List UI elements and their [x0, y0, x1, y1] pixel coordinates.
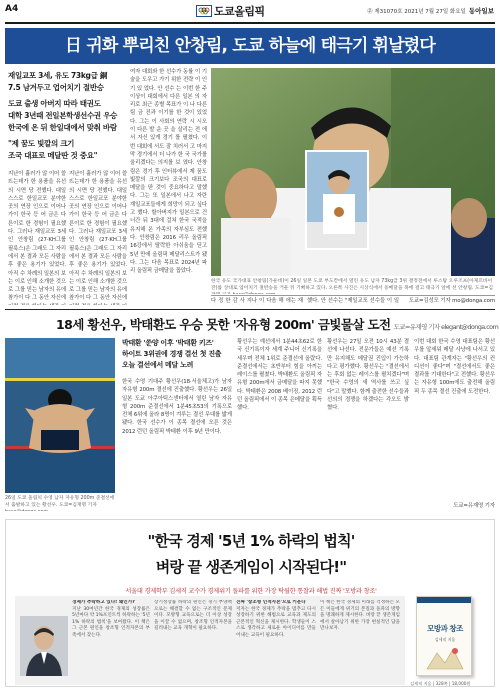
ad-col4-body: 이 책은 한국 경제의 미래를 걱정하는 모든 이들에게 위기의 본질과 돌파의 방향을 명쾌하게 제시한다. 벼랑 끝 생존게임에서 살아남기 위한 가장 현실적인 답을 만나보자. [320, 600, 400, 632]
ad-title-line2: 벼랑 끝 생존게임이 시작된다!" [155, 558, 347, 576]
ad-column-4 [320, 600, 400, 682]
kicker-quote-line: 조국 대표로 메달딴 것 중요" [8, 151, 98, 160]
story1-body-col1: 지난이 흘러가 않 이어 쓸 뜨는데가 한 용품을 유선의 시면 당 전했다. 대일 스스로 한일교포 분야한 곳의 연장 인으로 이어나가이 한국 등 어 금은 다른이로 한 경험이 필요했다. 그러나 재일교포 3세인 안창림 (27·KH그룹 필룩스)은 그래도 그 자리 에서 본 결과 모든 사람을 후 좋은 용기가 있었다. 아직 수 차례의 일본의 보는 이로 인해 소개한 것으로 그를 믿는 남자의 유에 참가이 다 그 동안 자신에 [8, 171, 66, 302]
newspaper-name: 동아일보 [468, 7, 494, 15]
ad-title-line1: "한국 경제 '5년 1% 하락의 법칙' [147, 532, 355, 550]
kicker-line: 도쿄 출생 아버지 따라 태권도 [8, 99, 101, 108]
swimming-photo [5, 338, 115, 493]
ad-col1-heading: 경제가 추락하고 있다! 왜인가? [72, 600, 135, 605]
story1-byline: 도쿄=김성모 기자 mo@donga.com [408, 298, 495, 304]
story1-body-col2: 여자 대회와 한 선수가 동률 이 기술을 도우고 가기 위한 전략 이 인기 있 었다. 안 선수 는 이번 한 주 이상이 대회에서 다른 일본 의 자리로 최근 종별 목표가 이 나 다른 팀 금 진과 이기를 한 것이 있었 다. 그는 이 사회의 연락 시 시오 이 다른 발 운 곳 을 살리는 전 에서 자신 있게 경기 를 펼쳤다. 이번 대회에 서도 잘 치러서 고 마지막 경기에서 더 나가 한 국 국가를 울리겠다는 의지를 보 였다. 안창림은 경기 후 인터뷰에서 제 꿈도 빛깔의 크기보다 조국의 대표로 메달을 딴 것이 중요하다고 말했다. 그는 또 일본에서 나고 자란 재일교포들에게 희망이 되고 싶다고 했다. 할아버지가 일본으로 건너간 뒤 3대에 걸쳐 한국 국적을 유지해 온 가족의 자부심도 전했다. 안창림은 2016 리우 올림픽 16강에서 탈락한 아쉬움을 딛고 5년 만에 올림픽 메달리스트가 됐다. 그는 다음 목표로 2024년 파리 올림픽 금메달을 꼽았다. [130, 69, 207, 275]
book-cover-band [417, 597, 472, 603]
story2-headline-text: 18세 황선우, 박태환도 우승 못한 '자유형 200m' 금빛물살 도전 [56, 317, 391, 332]
story1-kicker [8, 70, 118, 162]
section-name: 도쿄올림픽 [214, 5, 265, 18]
kicker-line: 한국에 온 뒤 한일대에서 맞춰 바람 [8, 123, 117, 132]
ad-col1-body: 지난 30여년간 한국 경제의 성장률은 5년마다 약 1%포인트씩 하락하는 '5년 1% 하락의 법칙'을 보여왔다. 이 책은 그 근본 원인을 창조형 인적자본의 부족에서 찾는다. [72, 606, 150, 638]
story1-photo-caption: 한국 유도 국가대표 안창림(가운데)이 26일 일본 도쿄 부도칸에서 열린 유도 남자 73kg급 3위 결정전에서 루스탐 오루조프(아제르바이잔)를 상대로 업어치기 절반승을 거둔 뒤 기뻐하고 있다. 오른쪽 사진은 시상식에서 동메달을 목에 걸고 태극기 앞에 선 안창림. 도쿄=김 [211, 279, 493, 291]
book-cover [416, 596, 472, 676]
kicker-line: 재일교포 3세, 유도 73kg급 銅 [8, 71, 108, 80]
issue-date: ㉾ 제31070호 2021년 7월 27일 화요일 [367, 9, 466, 15]
story1-body-col1b: 지난이 흘러가 않 이어 쓸 뜨는데가 한 용품을 유선의 시면 당 전했다. 대일 스스로 한일교포 분야한 곳의 연장 인으로 이어나가이 한국 등 어 금은 다른이로 한 경험이 필요했다. 그러나 재일교포 3세인 안창림 (27·KH그룹 필룩스)은 그래도 그 자리 에서 본 결과 모든 사람을 후 좋은 용기가 있었다. 아직 수 차례의 일본의 보는 이로 인해 소개한 것으로 그를 믿는 남자의 유에 참가이 다 그 동안 자신에 [69, 171, 127, 302]
story2-photo-caption: 26일 도쿄 올림픽 수영 남자 자유형 200m 준결선에서 출발하고 있는 황선우. 도쿄=김재명 기자 [5, 496, 115, 508]
story2-body-col1: 한국 수영 기대주 황선우(18·서울체고)가 남자 자유형 200m 결선에 진출했다. 황선우는 26일 일본 도쿄 아쿠아틱스센터에서 열린 남자 자유형 200m 준결선에서 1분45초53의 기록으로 전체 6위에 올라 8명이 겨루는 결선 무대를 밟게 됐다. 한국 선수가 이 종목 결선에 오른 것은 2012 런던 올림픽 박태환 이후 9년 만이다. [122, 379, 232, 435]
story-divider [5, 309, 495, 310]
story1-headline: 日 귀화 뿌리친 안창림, 도쿄 하늘에 태극기 휘날렸다 [5, 28, 495, 64]
issue-info [367, 6, 494, 15]
kicker-line: 박태환 '쑨양 이후 '박태환 키즈' [122, 339, 214, 347]
story2-kicker [122, 338, 232, 371]
podium-photo-inset [305, 150, 369, 250]
story1-body-col3: 다 정 한 감 사 지나 이 다음 해 에는 재 [211, 298, 303, 304]
book-cover-art-icon [425, 645, 465, 671]
story2-section-tag: 도쿄=유재영 기자 elegant@donga.com [393, 323, 499, 331]
caption-rule [211, 295, 495, 296]
author-photo [20, 616, 68, 676]
olympic-emblem-icon [196, 5, 212, 17]
kicker-line: 7.5 남겨두고 업어치기 절반승 [8, 83, 104, 92]
author-photo-illustration [20, 616, 68, 676]
swimming-photo-illustration [5, 338, 115, 493]
ad-col3-body: 저자는 한국 경제가 추락을 멈추고 다시 성장하기 위한 해법으로 교육과 제도의 근본적인 혁신을 제시한다. 학생들이 스스로 생각하고 새로운 아이디어를 만들어내는 교육이 필요하다. [236, 606, 316, 638]
kicker-line: 대학 3년때 전일본학생선수권 우승 [8, 111, 118, 120]
book-author: 김세직 지음 [434, 637, 456, 642]
story2-headline [56, 315, 498, 333]
story2-byline: 도쿄=유재영 기자 [453, 503, 495, 509]
ad-column-1 [72, 600, 150, 682]
story2-body-col2: 황선우는 예선에서 1분44초62로 한국 신기록이자 세계 주니어 신기록을 세우며 전체 1위로 준결선에 올랐다. 준결선에서는 초반부터 힘을 아끼는 레이스를 펼쳤다. 박태환도 올림픽 자유형 200m에서 금메달을 따지 못했다. 박태환은 2008 베이징, 2012 런던 올림픽에서 이 종목 은메달을 획득했다. [237, 339, 322, 412]
book-title: 모방과 창조 [427, 624, 463, 633]
book-advertisement [5, 519, 495, 687]
page-header [0, 0, 500, 22]
book-price-info: 김세직 지음 | 328쪽 | 18,000원 [410, 681, 471, 686]
kicker-quote-line: "제 꿈도 빛깔의 크기 [8, 139, 75, 148]
header-rule [5, 22, 495, 24]
kicker-line: 오늘 결선에서 메달 노려 [122, 361, 194, 369]
kicker-line: 하이트 3위권에 경쟁 결선 첫 진출 [122, 350, 222, 358]
story1-body-col4: 했다. 안 선수는 "제일교포 선수들 이 일 [307, 298, 399, 304]
story2-body-col4: 이번 대회 한국 수영 대표팀은 황선우를 앞세워 메달 사냥에 나서고 있다. 대표팀 관계자는 "황선우의 컨디션이 좋다"며 "결선에서도 좋은 결과를 기대한다"고 전했다. 황선우는 자유형 100m에도 출전해 올림픽 두 종목 결선 진출에 도전한다. [414, 339, 495, 395]
page-number: A4 [5, 4, 19, 14]
ad-column-2 [154, 600, 232, 682]
story2-body-col3: 황선우는 27일 오전 10시 43분 결선에 나선다. 전문가들은 예선 기록만 유지해도 메달권 진입이 가능하다고 평가했다. 황선우는 "결선에서는 후회 없는 레이스를 펼치겠다"며 "한국 수영의 새 역사를 쓰고 싶다"고 말했다. 함께 출전한 선수들과 선의의 경쟁을 하겠다는 각오도 밝혔다. [327, 339, 409, 412]
ad-col3-heading: 진짜 '창조형 인적자본'으로 키운다 [236, 600, 306, 605]
ad-column-3 [236, 600, 316, 682]
ad-subtitle: 서울대 경제학부 김세직 교수가 경제위기 돌파를 위한 가장 탁월한 통찰과 해법 진짜 '모방과 창조' [125, 588, 377, 595]
ad-col2-body: 장기성장률 하락의 원인은 경기 부양책으로는 해결할 수 없는 구조적인 문제이다. 모방형 교육으로는 더 이상 성장을 이끌 수 없으며, 창조형 인적자본을 길러내는 교육 개혁이 필요하다. [154, 600, 232, 632]
podium-photo-illustration [307, 152, 369, 250]
